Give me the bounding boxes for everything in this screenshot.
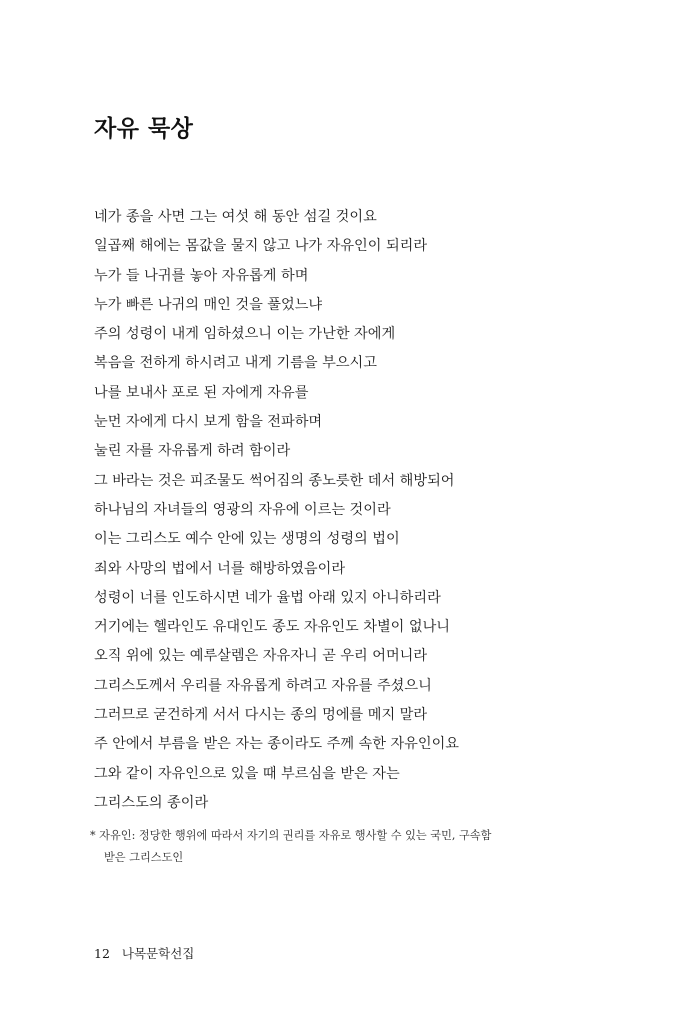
poem-body bbox=[94, 203, 459, 818]
footnote bbox=[90, 825, 590, 869]
poem-line: 성령이 너를 인도하시면 네가 율법 아래 있지 아니하리라 bbox=[94, 589, 441, 606]
footnote-line-continued: 받은 그리스도인 bbox=[104, 851, 184, 864]
poem-line: 누가 들 나귀를 놓아 자유롭게 하며 bbox=[94, 267, 309, 284]
poem-line: 하나님의 자녀들의 영광의 자유에 이르는 것이라 bbox=[94, 501, 391, 518]
poem-line: 죄와 사망의 법에서 너를 해방하였음이라 bbox=[94, 560, 346, 577]
poem-line: 네가 종을 사면 그는 여섯 해 동안 섬길 것이요 bbox=[94, 209, 377, 225]
poem-line: 일곱째 해에는 몸값을 물지 않고 나가 자유인이 되리라 bbox=[94, 238, 428, 255]
poem-line: 오직 위에 있는 예루살렘은 자유자니 곧 우리 어머니라 bbox=[94, 648, 428, 665]
poem-line: 눈먼 자에게 다시 보게 함을 전파하며 bbox=[94, 414, 323, 431]
poem-line: 그와 같이 자유인으로 있을 때 부르심을 받은 자는 bbox=[94, 765, 400, 782]
poem-line: 그리스도의 종이라 bbox=[94, 794, 209, 811]
poem-line: 거기에는 헬라인도 유대인도 종도 자유인도 차별이 없나니 bbox=[94, 619, 450, 636]
poem-line: 복음을 전하게 하시려고 내게 기름을 부으시고 bbox=[94, 355, 377, 372]
poem-line: 주의 성령이 내게 임하셨으니 이는 가난한 자에게 bbox=[94, 326, 396, 343]
poem-line: 나를 보내사 포로 된 자에게 자유를 bbox=[94, 384, 309, 401]
poem-line: 주 안에서 부름을 받은 자는 종이라도 주께 속한 자유인이요 bbox=[94, 736, 460, 753]
poem-line: 그러므로 굳건하게 서서 다시는 종의 멍에를 메지 말라 bbox=[94, 707, 428, 724]
page-title: 자유 묵상 bbox=[94, 116, 194, 142]
poem-line: 누가 빠른 나귀의 매인 것을 풀었느냐 bbox=[94, 296, 323, 313]
poem-line: 이는 그리스도 예수 안에 있는 생명의 성령의 법이 bbox=[94, 531, 400, 548]
footnote-line: * 자유인: 정당한 행위에 따라서 자기의 권리를 자유로 행사할 수 있는 국민, 구속함 bbox=[90, 829, 492, 842]
poem-line: 그리스도께서 우리를 자유롭게 하려고 자유를 주셨으니 bbox=[94, 677, 432, 694]
book-title: 나목문학선집 bbox=[121, 946, 195, 961]
page-footer bbox=[94, 945, 194, 963]
poem-line: 그 바라는 것은 피조물도 썩어짐의 종노릇한 데서 해방되어 bbox=[94, 472, 455, 489]
poem-line: 눌린 자를 자유롭게 하려 함이라 bbox=[94, 443, 291, 460]
page-number: 12 bbox=[94, 946, 110, 961]
